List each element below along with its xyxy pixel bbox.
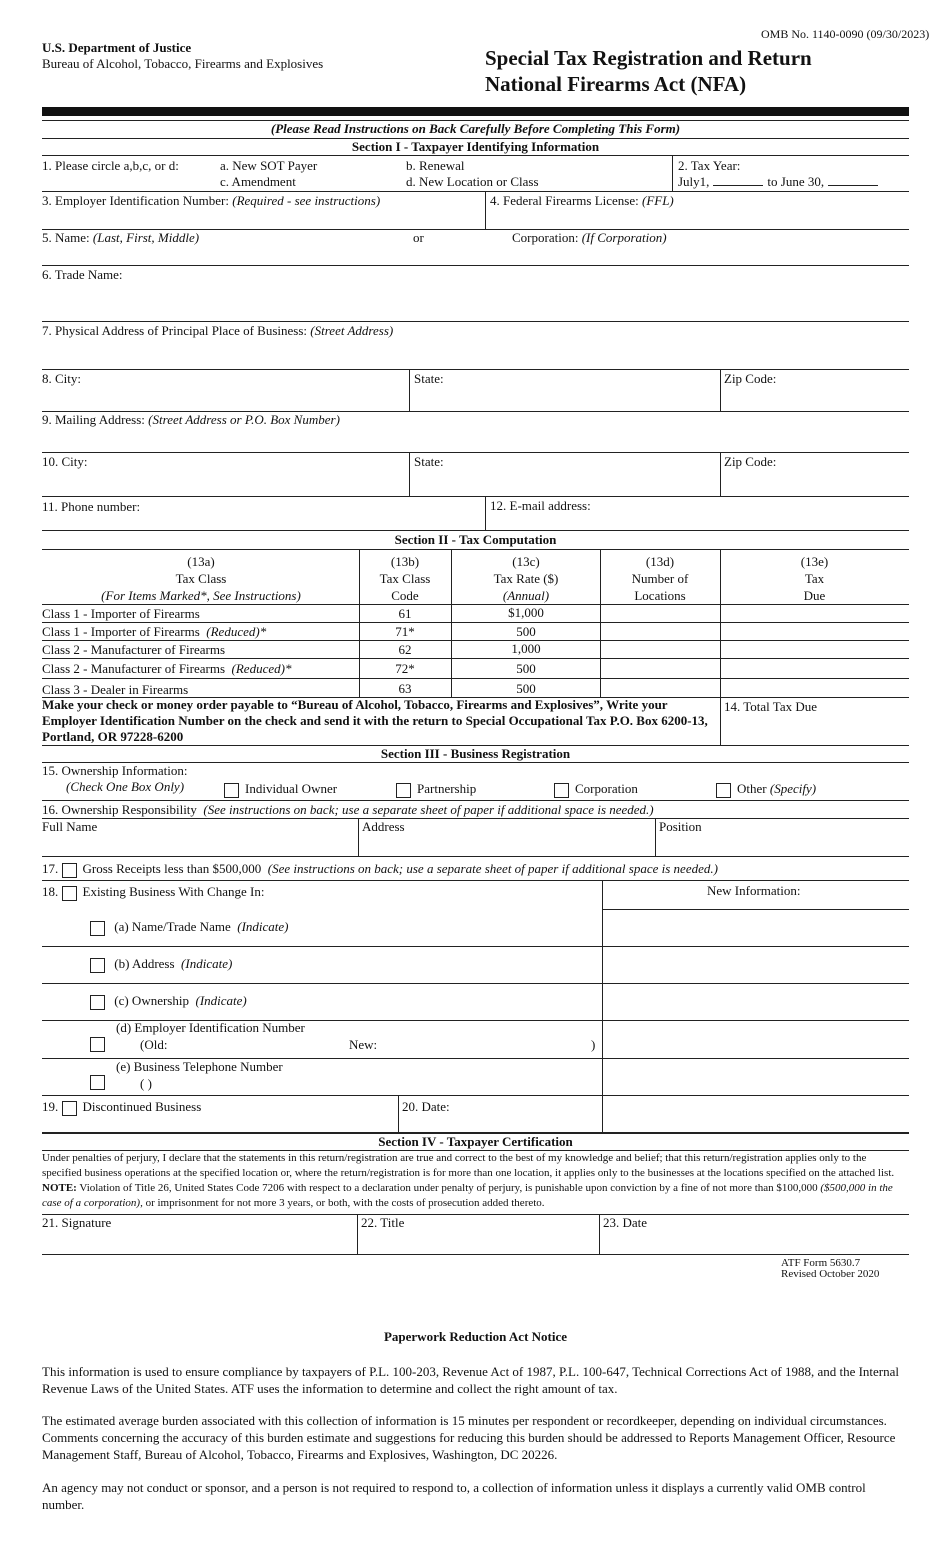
checkbox-icon[interactable] (62, 886, 77, 901)
form-subtitle: National Firearms Act (NFA) (485, 72, 747, 96)
instructions-note: (Please Read Instructions on Back Carefully Before Completing This Form) (270, 121, 681, 136)
option-b[interactable]: b. Renewal (406, 158, 465, 173)
change-phone-value[interactable]: ( ) (140, 1076, 152, 1091)
change-ein-close: ) (591, 1037, 596, 1052)
field-5-label: 5. Name: (42, 230, 90, 245)
field-23-date[interactable]: 23. Date (603, 1215, 648, 1230)
pra-paragraph-1: This information is used to ensure compliance by taxpayers of P.L. 100-203, Revenue Act of 1987, P.L. 100-647, Technical Corrections Act of 1988, and the Internal Revenue Laws of the United States. ATF uses the information to determine and collect the right amount of tax. (42, 1364, 900, 1396)
field-7-label: 7. Physical Address of Principal Place of Business: (42, 323, 308, 338)
field-4-note: (FFL) (641, 193, 674, 208)
option-d[interactable]: d. New Location or Class (406, 174, 539, 189)
payment-instructions: Make your check or money order payable to “Bureau of Alcohol, Tobacco, Firearms and Explosives”, Write your Employer Identification Number on the check and send it with the return to Special Occupational Tax P.O. Box 6200-13, Portland, OR 97228-6200 (42, 697, 708, 744)
checkbox-icon[interactable] (554, 783, 569, 798)
tax-row-3-code: 62 (398, 642, 412, 657)
change-phone-label: (e) Business Telephone Number (116, 1059, 283, 1074)
field-16-full-name[interactable]: Full Name (42, 819, 98, 834)
field-2-label: 2. Tax Year: (678, 158, 741, 173)
pra-heading: Paperwork Reduction Act Notice (383, 1329, 568, 1344)
department-name: U.S. Department of Justice (42, 40, 192, 55)
tax-row-3-class: Class 2 - Manufacturer of Firearms (42, 642, 226, 657)
form-id: ATF Form 5630.7 (781, 1257, 861, 1269)
omb-number: OMB No. 1140-0090 (09/30/2023) (761, 27, 930, 41)
tax-row-4-code: 72* (395, 661, 415, 676)
tax-row-5-code: 63 (398, 681, 412, 696)
field-21-signature[interactable]: 21. Signature (42, 1215, 112, 1230)
ownership-partnership[interactable]: Partnership (396, 781, 476, 798)
ownership-other[interactable]: Other (Specify) (716, 781, 816, 798)
tax-row-4-class: Class 2 - Manufacturer of Firearms (Reduced)* (42, 661, 292, 676)
field-16-label: 16. Ownership Responsibility (See instructions on back; use a separate sheet of paper if additional space is needed.) (42, 802, 654, 817)
checkbox-icon[interactable] (396, 783, 411, 798)
change-ein-checkbox[interactable] (90, 1035, 111, 1052)
change-ein-label: (d) Employer Identification Number (116, 1020, 305, 1035)
field-7-note: (Street Address) (310, 323, 394, 338)
checkbox-icon[interactable] (90, 1075, 105, 1090)
field-17-gross-receipts[interactable]: 17. Gross Receipts less than $500,000 (See instructions on back; use a separate sheet of paper if additional space is needed.) (42, 861, 718, 876)
field-5-corp-label: Corporation: (512, 230, 579, 245)
section-3-heading: Section III - Business Registration (380, 746, 571, 761)
ownership-corporation[interactable]: Corporation (554, 781, 638, 798)
col-13b-header: (13b) Tax Class Code (379, 554, 431, 603)
field-20-date[interactable]: 20. Date: (402, 1099, 450, 1114)
field-16-address[interactable]: Address (362, 819, 405, 834)
field-3-ein[interactable] (42, 193, 380, 209)
change-ein-old[interactable]: (Old: (140, 1037, 168, 1052)
field-8-state[interactable]: State: (414, 371, 444, 386)
col-13c-header: (13c) Tax Rate ($) (Annual) (493, 554, 559, 603)
field-11-phone[interactable]: 11. Phone number: (42, 499, 141, 514)
tax-row-2-class: Class 1 - Importer of Firearms (Reduced)* (42, 624, 267, 639)
checkbox-icon[interactable] (90, 1037, 105, 1052)
checkbox-icon[interactable] (90, 995, 105, 1010)
field-10-state[interactable]: State: (414, 454, 444, 469)
ownership-individual[interactable]: Individual Owner (224, 781, 337, 798)
field-14-total-tax-due[interactable]: 14. Total Tax Due (724, 699, 818, 714)
field-16-position[interactable]: Position (659, 819, 702, 834)
change-address[interactable]: (b) Address (Indicate) (90, 956, 232, 973)
field-10-zip[interactable]: Zip Code: (724, 454, 777, 469)
checkbox-icon[interactable] (62, 863, 77, 878)
change-name-trade-name[interactable]: (a) Name/Trade Name (Indicate) (90, 919, 289, 936)
tax-year-to: to June 30, (767, 174, 825, 189)
change-ownership[interactable]: (c) Ownership (Indicate) (90, 993, 247, 1010)
form-title: Special Tax Registration and Return (485, 46, 812, 70)
field-8-city[interactable]: 8. City: (42, 371, 82, 386)
field-15-note: (Check One Box Only) (66, 779, 185, 794)
field-3-label: 3. Employer Identification Number: (42, 193, 230, 208)
form-revised: Revised October 2020 (781, 1268, 880, 1280)
field-5-or: or (413, 230, 424, 245)
tax-year-range[interactable] (678, 174, 882, 190)
field-9-note: (Street Address or P.O. Box Number) (148, 412, 340, 427)
field-1-label: 1. Please circle a,b,c, or d: (42, 158, 179, 173)
field-12-email[interactable]: 12. E-mail address: (490, 498, 591, 513)
field-9-mailing-address[interactable] (42, 412, 340, 428)
checkbox-icon[interactable] (224, 783, 239, 798)
bureau-name: Bureau of Alcohol, Tobacco, Firearms and Explosives (42, 56, 324, 71)
col-13d-header: (13d) Number of Locations (631, 554, 689, 603)
field-8-zip[interactable]: Zip Code: (724, 371, 777, 386)
tax-row-3-rate: 1,000 (511, 641, 541, 656)
tax-row-1-class: Class 1 - Importer of Firearms (42, 606, 200, 621)
tax-row-2-rate: 500 (516, 624, 536, 639)
tax-row-5-class: Class 3 - Dealer in Firearms (42, 682, 189, 697)
header-bar (42, 107, 909, 116)
checkbox-icon[interactable] (90, 921, 105, 936)
field-5-note: (Last, First, Middle) (92, 230, 200, 245)
section-2-heading: Section II - Tax Computation (394, 532, 557, 547)
field-9-label: 9. Mailing Address: (42, 412, 145, 427)
tax-row-1-code: 61 (398, 606, 412, 621)
change-ein-new[interactable]: New: (349, 1037, 378, 1052)
field-5-name[interactable] (42, 230, 199, 246)
tax-year-from: July1, (678, 174, 710, 189)
field-5-corporation[interactable] (512, 230, 667, 246)
tax-row-2-code: 71* (395, 624, 415, 639)
col-13e-header: (13e) Tax Due (800, 554, 829, 603)
certification-text: Under penalties of perjury, I declare that the statements in this return/registration are true and correct to the best of my knowledge and belief; that this return/registration applies only to the specified business operations at the specified location or, where the return/registration is for more than one location, it applies only to the businesses at the locations specified on the attached list. NOTE: Violation of Title 26, United States Code 7206 with respect to a declaration under penalty of perjury, is punishable upon conviction by a fine of not more than $100,000 ($500,000 in the case of a corporation), or imprisonment for not more 3 years, or both, with the costs of prosecution added thereto. (42, 1152, 895, 1209)
section-4-heading: Section IV - Taxpayer Certification (378, 1134, 573, 1149)
pra-paragraph-2: The estimated average burden associated with this collection of information is 15 minutes per respondent or recordkeeper, depending on individual circumstances. Comments concerning the accuracy of this burden estimate and suggestions for reducing this burden should be addressed to Reports Management Officer, Resource Management Staff, Bureau of Alcohol, Tobacco, Firearms and Explosives, Washington, DC 20226. (42, 1413, 896, 1462)
col-13a-header: (13a) Tax Class (For Items Marked*, See Instructions) (101, 554, 301, 603)
field-18-existing-business[interactable]: 18. Existing Business With Change In: (42, 884, 265, 899)
option-a[interactable]: a. New SOT Payer (220, 158, 318, 173)
checkbox-icon[interactable] (62, 1101, 77, 1116)
pra-paragraph-3: An agency may not conduct or sponsor, and a person is not required to respond to, a collection of information unless it displays a currently valid OMB control number. (42, 1480, 866, 1512)
checkbox-icon[interactable] (716, 783, 731, 798)
field-6-trade-name[interactable]: 6. Trade Name: (42, 267, 123, 282)
field-4-label: 4. Federal Firearms License: (490, 193, 639, 208)
field-7-physical-address[interactable] (42, 323, 393, 339)
field-4-ffl[interactable] (490, 193, 674, 209)
field-22-title[interactable]: 22. Title (361, 1215, 405, 1230)
field-5-corp-note: (If Corporation) (581, 230, 667, 245)
new-information-label: New Information: (707, 883, 801, 898)
field-10-city[interactable]: 10. City: (42, 454, 88, 469)
field-19-discontinued[interactable]: 19. Discontinued Business (42, 1099, 202, 1114)
tax-row-5-rate: 500 (516, 681, 536, 696)
tax-row-4-rate: 500 (516, 661, 536, 676)
change-phone-checkbox[interactable] (90, 1073, 111, 1090)
tax-row-1-rate: $1,000 (508, 605, 544, 620)
field-3-note: (Required - see instructions) (232, 193, 381, 208)
section-1-heading: Section I - Taxpayer Identifying Information (351, 139, 600, 154)
checkbox-icon[interactable] (90, 958, 105, 973)
option-c[interactable]: c. Amendment (220, 174, 296, 189)
field-15-label: 15. Ownership Information: (42, 763, 188, 778)
